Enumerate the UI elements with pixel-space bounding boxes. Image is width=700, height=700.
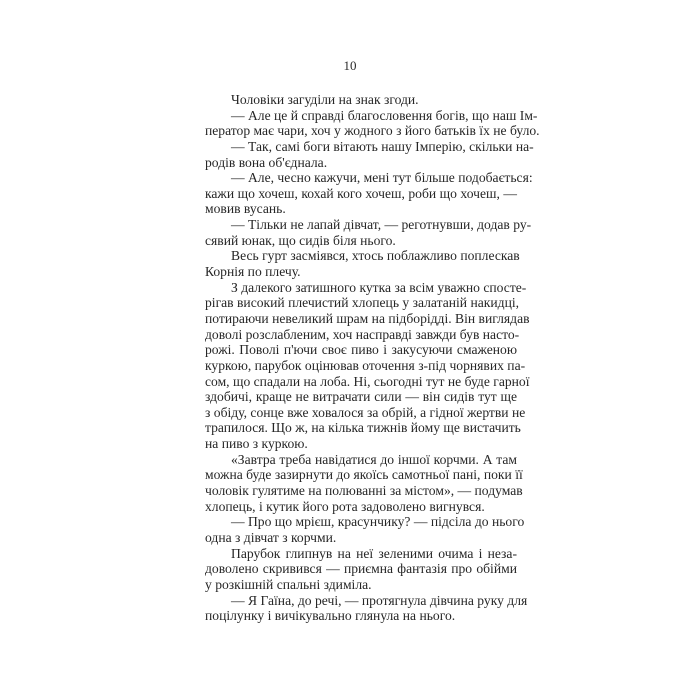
text-line: — Але це й справді благословення богів, що наш Ім- <box>231 107 538 123</box>
paragraph <box>205 279 530 452</box>
paragraph <box>205 217 532 248</box>
text-line: поцілунку і вичікувально глянула на нього. <box>205 608 456 624</box>
text-line: у розкішній спальні здиміла. <box>205 576 372 592</box>
text-line: одна з дівчат з корчми. <box>205 529 337 545</box>
text-line: здобичі, краще не витрачати сили — він сидів тут ще <box>205 389 517 405</box>
paragraph <box>205 514 525 545</box>
text-line: мовив вусань. <box>205 201 286 217</box>
paragraph <box>205 107 540 139</box>
paragraph <box>205 546 517 593</box>
text-line: родів вона об'єднала. <box>205 154 328 170</box>
text-line: — Але, чесно кажучи, мені тут більше подобається: <box>231 170 533 186</box>
paragraph <box>205 592 528 624</box>
text-line: «Завтра треба навідатися до іншої корчми. А там <box>231 451 517 467</box>
paragraph <box>205 138 534 170</box>
text-line: кажи що хочеш, кохай кого хочеш, роби що хочеш, — <box>205 185 517 201</box>
text-line: з обіду, сонце вже ховалося за обрій, а гідної жертви не <box>205 404 526 420</box>
page-number: 10 <box>343 58 357 73</box>
text-line: Весь гурт засміявся, хтось поблажливо поплескав <box>231 248 520 264</box>
paragraph <box>205 92 517 108</box>
text-line: на пиво з куркою. <box>205 436 308 452</box>
text-line: — Так, самі боги вітають нашу Імперію, скільки на- <box>231 138 534 154</box>
text-line: сявий юнак, що сидів біля нього. <box>205 232 396 248</box>
text-line: Парубок глипнув на неї зеленими очима і неза- <box>231 545 517 561</box>
paragraph <box>205 451 523 515</box>
text-line: Корнія по плечу. <box>205 264 301 280</box>
text-line: трапилося. Що ж, на кілька тижнів йому ще вистачить <box>205 420 521 436</box>
text-line: доволено скривився — приємна фантазія про обійми <box>205 561 517 577</box>
text-line: ператор має чари, хоч у жодного з його батьків їх не було. <box>205 123 540 139</box>
text-line: доволі розслабленим, хоч насправді завжди був насто- <box>205 326 520 342</box>
text-line: Чоловіки загуділи на знак згоди. <box>231 92 419 107</box>
text-line: — Тільки не лапай дівчат, — реготнувши, додав ру- <box>231 217 532 233</box>
text-line: чоловік гулятиме на полюванні за містом», — подумав <box>205 483 523 499</box>
text-line: куркою, парубок оцінював оточення з-під чорнявих па- <box>205 357 526 373</box>
text-line: можна буде зазирнути до якоїсь самотньої пані, поки її <box>205 467 523 483</box>
text-line: — Про що мрієш, красунчику? — підсіла до нього <box>231 514 525 530</box>
paragraph <box>205 248 520 280</box>
text-line: хлопець, і кутик його рота задоволено вигнувся. <box>205 498 485 514</box>
text-line: З далекого затишного кутка за всім уважно спосте- <box>231 279 527 295</box>
text-line: рожі. Поволі п'ючи своє пиво і закусуючи смаженою <box>205 342 517 358</box>
text-line: — Я Гаїна, до речі, — протягнула дівчина руку для <box>231 592 528 608</box>
text-line: рігав високий плечистий хлопець у залатаній накидці, <box>205 295 520 311</box>
text-line: потираючи невеликий шрам на підборідді. Він виглядав <box>205 310 530 326</box>
text-line: сом, що спадали на лоба. Ні, сьогодні тут не буде гарної <box>205 373 530 389</box>
body-text <box>205 92 540 624</box>
paragraph <box>205 170 533 217</box>
